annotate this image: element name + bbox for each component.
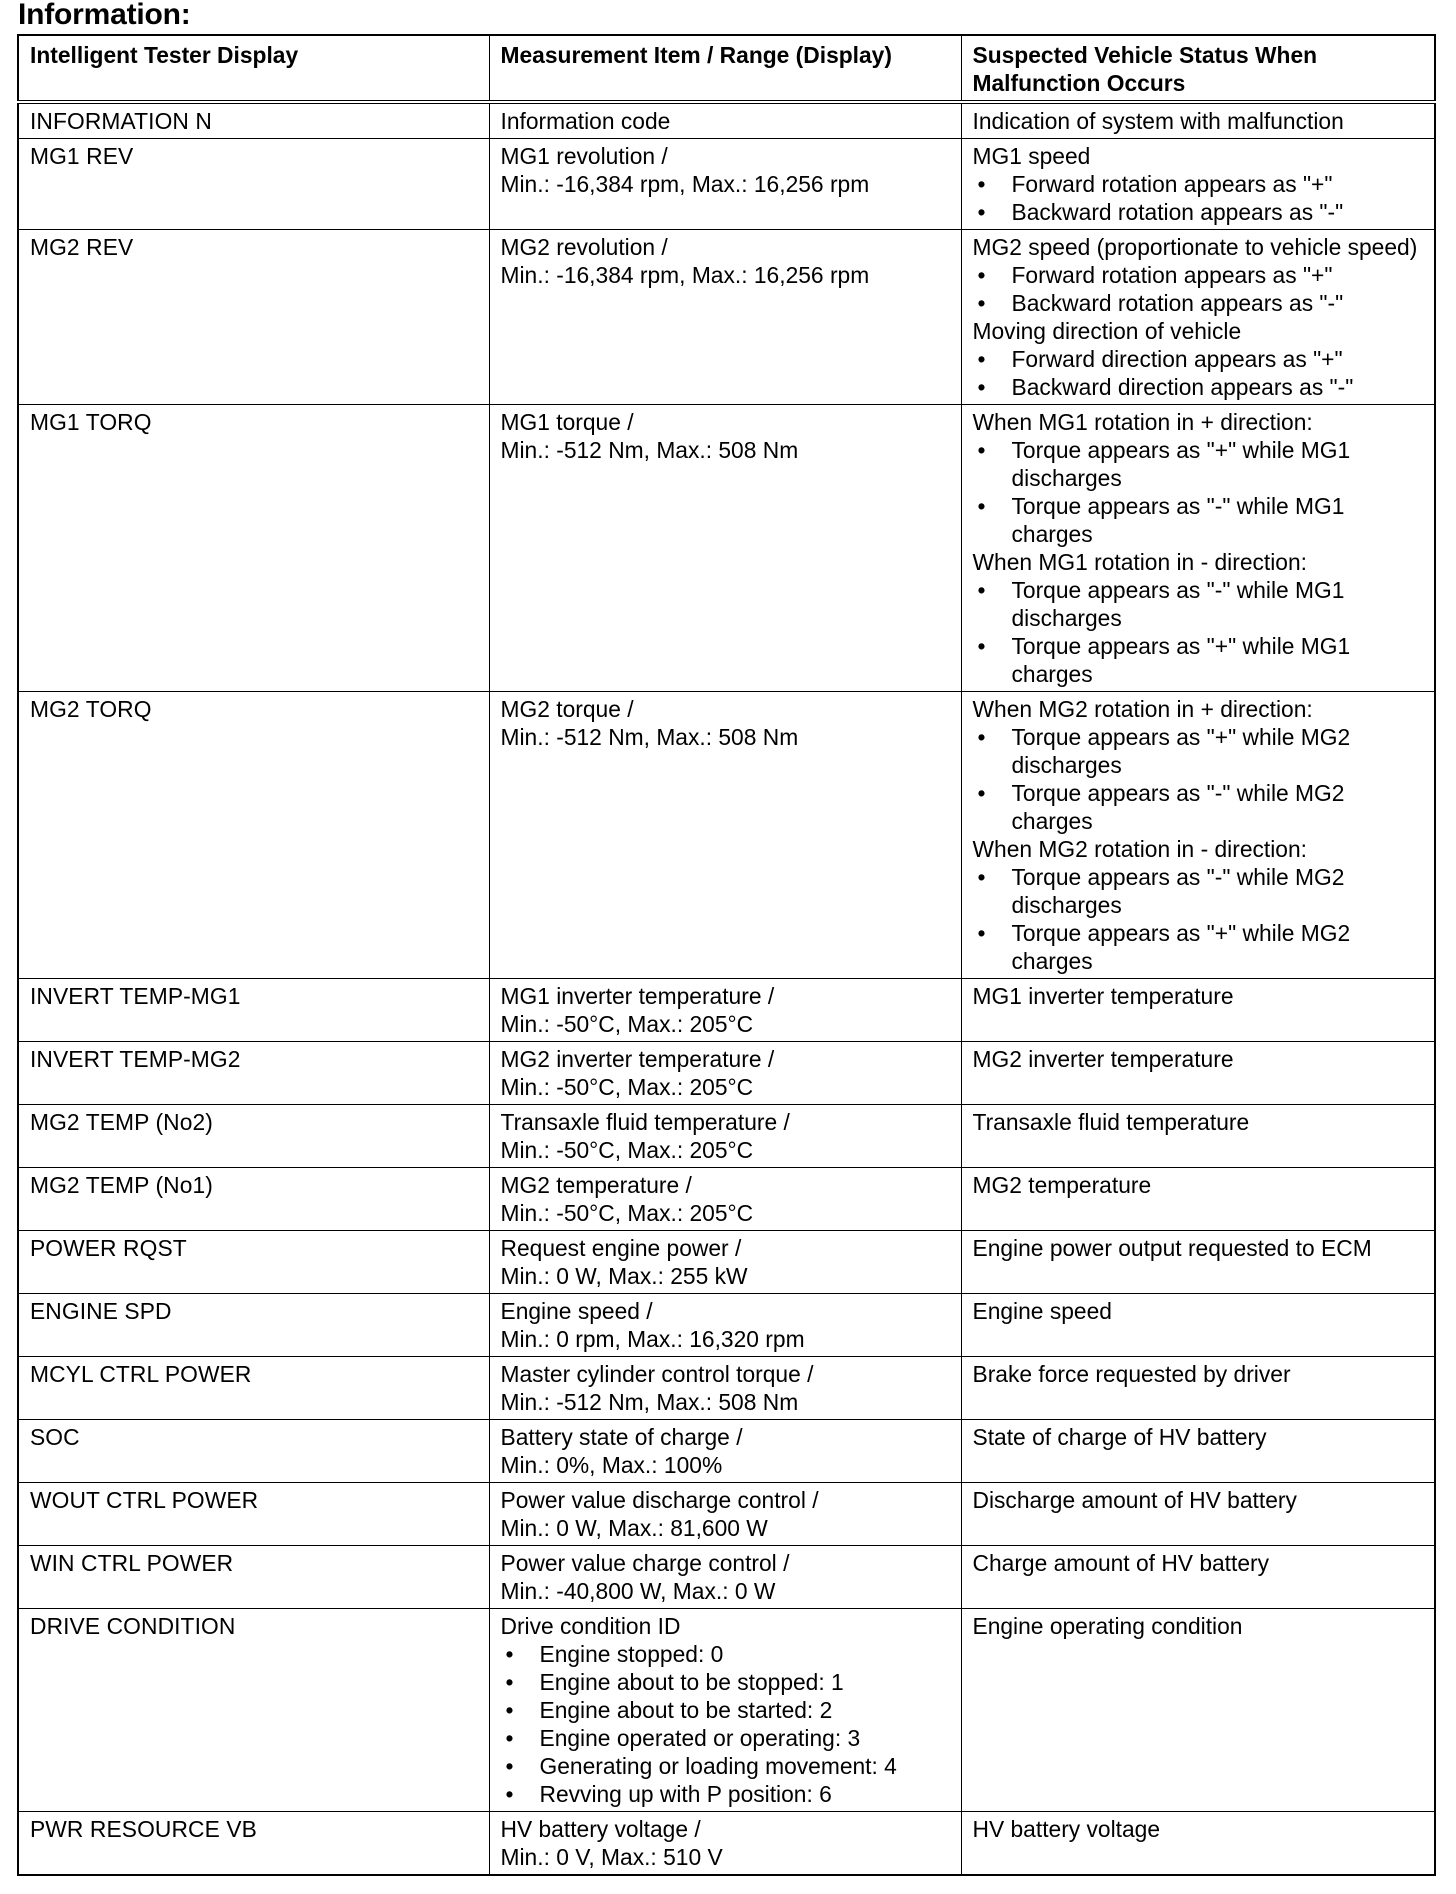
status-line: When MG2 rotation in - direction:	[972, 836, 1307, 862]
measurement-line: Information code	[500, 108, 671, 134]
tester-display-cell: MG2 REV	[18, 230, 489, 405]
measurement-bullet: • Generating or loading movement: 4	[501, 1752, 950, 1780]
measurement-item-cell	[489, 1294, 961, 1357]
status-line: Moving direction of vehicle	[972, 318, 1242, 344]
measurement-line: Min.: 0 rpm, Max.: 16,320 rpm	[500, 1326, 805, 1352]
suspected-status-cell	[961, 1294, 1435, 1357]
measurement-item-cell	[489, 1812, 961, 1876]
status-bullet-list	[973, 261, 1424, 317]
status-bullet: • Backward rotation appears as "-"	[973, 198, 1424, 226]
status-line: HV battery voltage	[972, 1816, 1161, 1842]
tester-display-cell: PWR RESOURCE VB	[18, 1812, 489, 1876]
status-bullet: • Torque appears as "-" while MG2 discharges	[973, 863, 1424, 919]
tester-display-cell: INVERT TEMP-MG1	[18, 979, 489, 1042]
tester-display-cell: MG1 REV	[18, 139, 489, 230]
measurement-line: Battery state of charge /	[500, 1424, 743, 1450]
status-bullet-list	[973, 723, 1424, 835]
status-bullet: • Torque appears as "+" while MG1 discharges	[973, 436, 1424, 492]
table-row	[18, 1168, 1435, 1231]
suspected-status-cell	[961, 230, 1435, 405]
table-row	[18, 230, 1435, 405]
tester-display-cell: WIN CTRL POWER	[18, 1546, 489, 1609]
status-bullet: • Torque appears as "-" while MG2 charges	[973, 779, 1424, 835]
measurement-item-cell	[489, 102, 961, 139]
table-row	[18, 979, 1435, 1042]
status-bullet-list	[973, 170, 1424, 226]
status-line: State of charge of HV battery	[972, 1424, 1267, 1450]
measurement-line: Min.: -50°C, Max.: 205°C	[500, 1011, 754, 1037]
suspected-status-cell	[961, 1168, 1435, 1231]
tester-display-cell: MCYL CTRL POWER	[18, 1357, 489, 1420]
tester-display-cell: POWER RQST	[18, 1231, 489, 1294]
status-line: MG1 speed	[972, 143, 1091, 169]
table-row	[18, 1231, 1435, 1294]
header-measurement-item: Measurement Item / Range (Display)	[489, 35, 961, 102]
measurement-line: Min.: -512 Nm, Max.: 508 Nm	[500, 437, 799, 463]
measurement-line: Min.: -16,384 rpm, Max.: 16,256 rpm	[500, 262, 870, 288]
measurement-line: Min.: -16,384 rpm, Max.: 16,256 rpm	[500, 171, 870, 197]
tester-display-cell: SOC	[18, 1420, 489, 1483]
table-row	[18, 139, 1435, 230]
table-row	[18, 1420, 1435, 1483]
tester-display-cell: ENGINE SPD	[18, 1294, 489, 1357]
measurement-line: MG2 inverter temperature /	[500, 1046, 775, 1072]
status-bullet: • Torque appears as "+" while MG1 charges	[973, 632, 1424, 688]
status-bullet: • Torque appears as "-" while MG1 discharges	[973, 576, 1424, 632]
suspected-status-cell	[961, 1546, 1435, 1609]
measurement-item-cell	[489, 1042, 961, 1105]
measurement-line: Drive condition ID	[500, 1613, 681, 1639]
suspected-status-cell	[961, 1609, 1435, 1812]
tester-display-cell: DRIVE CONDITION	[18, 1609, 489, 1812]
table-row	[18, 1609, 1435, 1812]
measurement-line: HV battery voltage /	[500, 1816, 701, 1842]
measurement-bullet: • Engine about to be stopped: 1	[501, 1668, 950, 1696]
suspected-status-cell	[961, 1357, 1435, 1420]
suspected-status-cell	[961, 1812, 1435, 1876]
measurement-bullet: • Revving up with P position: 6	[501, 1780, 950, 1808]
suspected-status-cell	[961, 1420, 1435, 1483]
status-bullet: • Forward direction appears as "+"	[973, 345, 1424, 373]
status-bullet: • Torque appears as "-" while MG1 charges	[973, 492, 1424, 548]
measurement-line: Request engine power /	[500, 1235, 742, 1261]
measurement-line: MG2 temperature /	[500, 1172, 692, 1198]
measurement-item-cell	[489, 1483, 961, 1546]
status-bullet: • Forward rotation appears as "+"	[973, 170, 1424, 198]
measurement-line: Transaxle fluid temperature /	[500, 1109, 790, 1135]
status-line: MG2 speed (proportionate to vehicle speed)	[972, 234, 1418, 260]
status-bullet: • Forward rotation appears as "+"	[973, 261, 1424, 289]
measurement-line: MG2 revolution /	[500, 234, 668, 260]
status-bullet-list	[973, 436, 1424, 548]
status-bullet-list	[973, 345, 1424, 401]
measurement-line: Min.: 0 W, Max.: 81,600 W	[500, 1515, 768, 1541]
measurement-item-cell	[489, 139, 961, 230]
status-line: Transaxle fluid temperature	[972, 1109, 1250, 1135]
status-line: MG2 temperature	[972, 1172, 1152, 1198]
measurement-line: MG2 torque /	[500, 696, 634, 722]
header-suspected-status: Suspected Vehicle Status When Malfunction Occurs	[961, 35, 1435, 102]
measurement-line: Power value discharge control /	[500, 1487, 819, 1513]
status-line: Engine power output requested to ECM	[972, 1235, 1372, 1261]
measurement-bullet-list	[501, 1640, 950, 1808]
header-tester-display: Intelligent Tester Display	[18, 35, 489, 102]
tester-display-cell: INVERT TEMP-MG2	[18, 1042, 489, 1105]
information-table	[17, 34, 1436, 1876]
measurement-item-cell	[489, 405, 961, 692]
tester-display-cell: MG2 TEMP (No2)	[18, 1105, 489, 1168]
measurement-item-cell	[489, 1105, 961, 1168]
measurement-line: Min.: 0%, Max.: 100%	[500, 1452, 723, 1478]
table-row	[18, 1483, 1435, 1546]
suspected-status-cell	[961, 1042, 1435, 1105]
status-line: Indication of system with malfunction	[972, 108, 1344, 134]
suspected-status-cell	[961, 405, 1435, 692]
suspected-status-cell	[961, 692, 1435, 979]
table-row	[18, 1546, 1435, 1609]
measurement-item-cell	[489, 1357, 961, 1420]
table-header-row	[18, 35, 1435, 102]
status-line: Engine speed	[972, 1298, 1112, 1324]
status-line: When MG1 rotation in - direction:	[972, 549, 1307, 575]
measurement-item-cell	[489, 692, 961, 979]
measurement-line: Engine speed /	[500, 1298, 653, 1324]
tester-display-cell: WOUT CTRL POWER	[18, 1483, 489, 1546]
measurement-line: Min.: -50°C, Max.: 205°C	[500, 1074, 754, 1100]
status-bullet: • Backward direction appears as "-"	[973, 373, 1424, 401]
table-row	[18, 1105, 1435, 1168]
measurement-line: MG1 torque /	[500, 409, 634, 435]
measurement-item-cell	[489, 1546, 961, 1609]
measurement-line: Power value charge control /	[500, 1550, 790, 1576]
measurement-line: Min.: -50°C, Max.: 205°C	[500, 1200, 754, 1226]
measurement-item-cell	[489, 230, 961, 405]
measurement-item-cell	[489, 1168, 961, 1231]
measurement-item-cell	[489, 1231, 961, 1294]
status-bullet: • Backward rotation appears as "-"	[973, 289, 1424, 317]
status-line: Engine operating condition	[972, 1613, 1243, 1639]
table-row	[18, 102, 1435, 139]
suspected-status-cell	[961, 1483, 1435, 1546]
status-line: When MG1 rotation in + direction:	[972, 409, 1313, 435]
tester-display-cell: MG2 TORQ	[18, 692, 489, 979]
status-bullet: • Torque appears as "+" while MG2 charges	[973, 919, 1424, 975]
status-bullet: • Torque appears as "+" while MG2 discharges	[973, 723, 1424, 779]
suspected-status-cell	[961, 1105, 1435, 1168]
status-line: Brake force requested by driver	[972, 1361, 1291, 1387]
suspected-status-cell	[961, 1231, 1435, 1294]
measurement-item-cell	[489, 979, 961, 1042]
table-row	[18, 1357, 1435, 1420]
status-bullet-list	[973, 863, 1424, 975]
page-title: Information:	[18, 0, 191, 31]
measurement-line: Min.: -50°C, Max.: 205°C	[500, 1137, 754, 1163]
table-row	[18, 1042, 1435, 1105]
measurement-line: Min.: -512 Nm, Max.: 508 Nm	[500, 724, 799, 750]
status-line: Charge amount of HV battery	[972, 1550, 1270, 1576]
measurement-line: Min.: 0 W, Max.: 255 kW	[500, 1263, 748, 1289]
table-row	[18, 1812, 1435, 1876]
suspected-status-cell	[961, 979, 1435, 1042]
tester-display-cell: MG1 TORQ	[18, 405, 489, 692]
tester-display-cell: MG2 TEMP (No1)	[18, 1168, 489, 1231]
measurement-line: Min.: -512 Nm, Max.: 508 Nm	[500, 1389, 799, 1415]
status-line: When MG2 rotation in + direction:	[972, 696, 1313, 722]
measurement-item-cell	[489, 1420, 961, 1483]
measurement-line: Min.: 0 V, Max.: 510 V	[500, 1844, 723, 1870]
status-line: Discharge amount of HV battery	[972, 1487, 1297, 1513]
measurement-bullet: • Engine stopped: 0	[501, 1640, 950, 1668]
table-row	[18, 405, 1435, 692]
measurement-line: MG1 revolution /	[500, 143, 668, 169]
suspected-status-cell	[961, 102, 1435, 139]
table-row	[18, 692, 1435, 979]
status-bullet-list	[973, 576, 1424, 688]
suspected-status-cell	[961, 139, 1435, 230]
tester-display-cell: INFORMATION N	[18, 102, 489, 139]
measurement-line: Min.: -40,800 W, Max.: 0 W	[500, 1578, 776, 1604]
table-row	[18, 1294, 1435, 1357]
status-line: MG1 inverter temperature	[972, 983, 1234, 1009]
measurement-item-cell	[489, 1609, 961, 1812]
measurement-bullet: • Engine operated or operating: 3	[501, 1724, 950, 1752]
measurement-bullet: • Engine about to be started: 2	[501, 1696, 950, 1724]
measurement-line: Master cylinder control torque /	[500, 1361, 814, 1387]
status-line: MG2 inverter temperature	[972, 1046, 1234, 1072]
measurement-line: MG1 inverter temperature /	[500, 983, 775, 1009]
